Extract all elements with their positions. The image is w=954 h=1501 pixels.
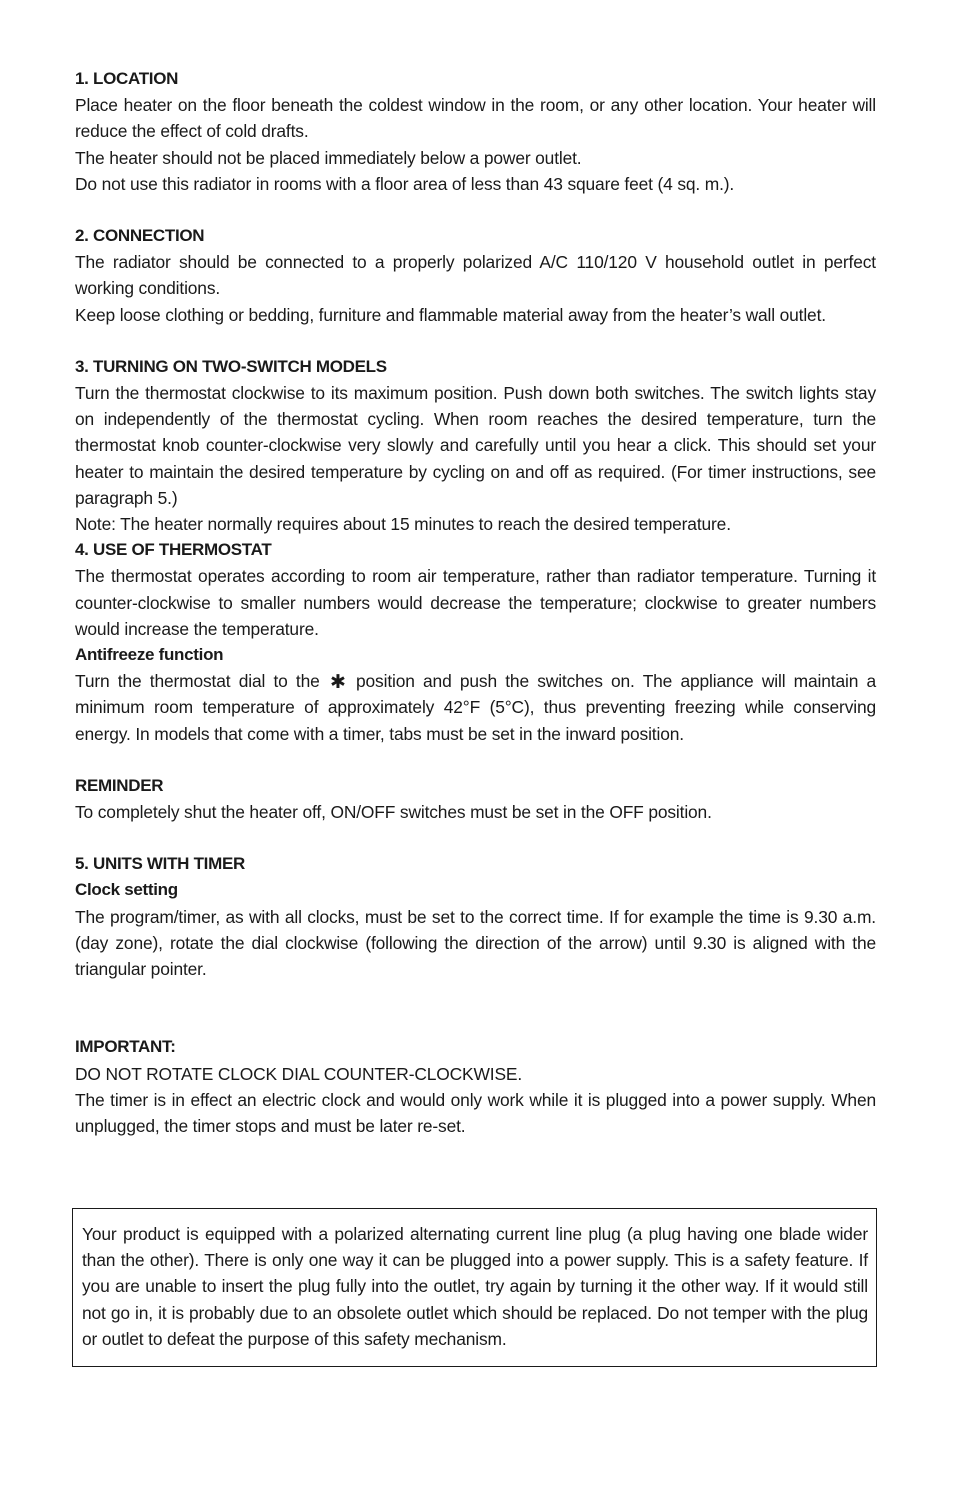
connection-paragraph-1: The radiator should be connected to a properly polarized A/C 110/120 V household outlet in perfect working conditions. (75, 252, 876, 299)
antifreeze-text-before: Turn the thermostat dial to the (75, 671, 320, 692)
connection-paragraph-2: Keep loose clothing or bedding, furniture and flammable material away from the heater’s wall outlet. (75, 304, 826, 325)
subheading-clock-setting: Clock setting (75, 880, 178, 900)
section-important (75, 1034, 876, 1139)
location-paragraph-1: Place heater on the floor beneath the coldest window in the room, or any other location. Your heater will reduce the effect of cold drafts. (75, 95, 876, 142)
spacer (75, 328, 876, 354)
heading-thermostat: 4. USE OF THERMOSTAT (75, 540, 272, 560)
reminder-paragraph: To completely shut the heater off, ON/OFF switches must be set in the OFF position. (75, 802, 712, 823)
subheading-antifreeze: Antifreeze function (75, 645, 224, 665)
antifreeze-paragraph (75, 668, 876, 747)
section-timer (75, 851, 876, 982)
spacer (75, 197, 876, 223)
section-connection (75, 223, 876, 328)
section-reminder (75, 773, 876, 825)
polarized-plug-notice-box (72, 1208, 877, 1367)
important-paragraph: The timer is in effect an electric clock and would only work while it is plugged into a power supply. When unplugged, the timer stops and must be later re-set. (75, 1089, 876, 1136)
section-turning-on (75, 354, 876, 537)
heading-connection: 2. CONNECTION (75, 226, 205, 246)
turning-on-paragraph-1: Turn the thermostat clockwise to its maximum position. Push down both switches. The switch lights stay on independently of the thermostat cycling. When room reaches the desired temperature, turn the thermostat knob counter-clockwise very slowly and carefully until you hear a click. This should set your heater to maintain the desired temperature by cycling on and off as required. (For timer instructions, see paragraph 5.) (75, 383, 876, 508)
manual-page (75, 66, 876, 1139)
antifreeze-text-after: position and push the switches on. The appliance will maintain a minimum room temperature of approximately 42°F (5°C), thus preventing freezing while conserving energy. In models that come with a timer, tabs must be set in the inward position. (75, 671, 877, 744)
spacer (75, 747, 876, 773)
thermostat-paragraph-1: The thermostat operates according to room air temperature, rather than radiator temperature. Turning it counter-clockwise to smaller numbers would decrease the temperature; clockwise to greater numbers would increase the temperature. (75, 566, 876, 639)
heading-timer: 5. UNITS WITH TIMER (75, 854, 245, 874)
turning-on-note: Note: The heater normally requires about 15 minutes to reach the desired temperature. (75, 514, 731, 535)
location-paragraph-2: The heater should not be placed immediately below a power outlet. (75, 147, 582, 168)
location-paragraph-3: Do not use this radiator in rooms with a floor area of less than 43 square feet (4 sq. m.). (75, 173, 735, 194)
spacer (75, 982, 876, 1034)
snowflake-icon: ✱ (329, 672, 346, 694)
polarized-plug-notice-text: Your product is equipped with a polarized alternating current line plug (a plug having one blade wider than the other). There is only one way it can be plugged into a power supply. This is a safety feature. If you are unable to insert the plug fully into the outlet, try again by turning it the other way. If it would still not go in, it is probably due to an obsolete outlet which should be replaced. Do not temper with the plug or outlet to defeat the purpose of this safety mechanism. (82, 1224, 868, 1349)
section-location (75, 66, 876, 197)
clock-setting-paragraph: The program/timer, as with all clocks, must be set to the correct time. If for example the time is 9.30 a.m. (day zone), rotate the dial clockwise (following the direction of the arrow) until 9.30 is aligned with the triangular pointer. (75, 906, 876, 980)
section-thermostat (75, 537, 876, 747)
heading-reminder: REMINDER (75, 775, 164, 795)
important-warning: DO NOT ROTATE CLOCK DIAL COUNTER-CLOCKWISE. (75, 1063, 523, 1084)
heading-location: 1. LOCATION (75, 69, 179, 88)
spacer (75, 825, 876, 851)
heading-important: IMPORTANT: (75, 1037, 176, 1057)
heading-turning-on: 3. TURNING ON TWO-SWITCH MODELS (75, 356, 387, 376)
